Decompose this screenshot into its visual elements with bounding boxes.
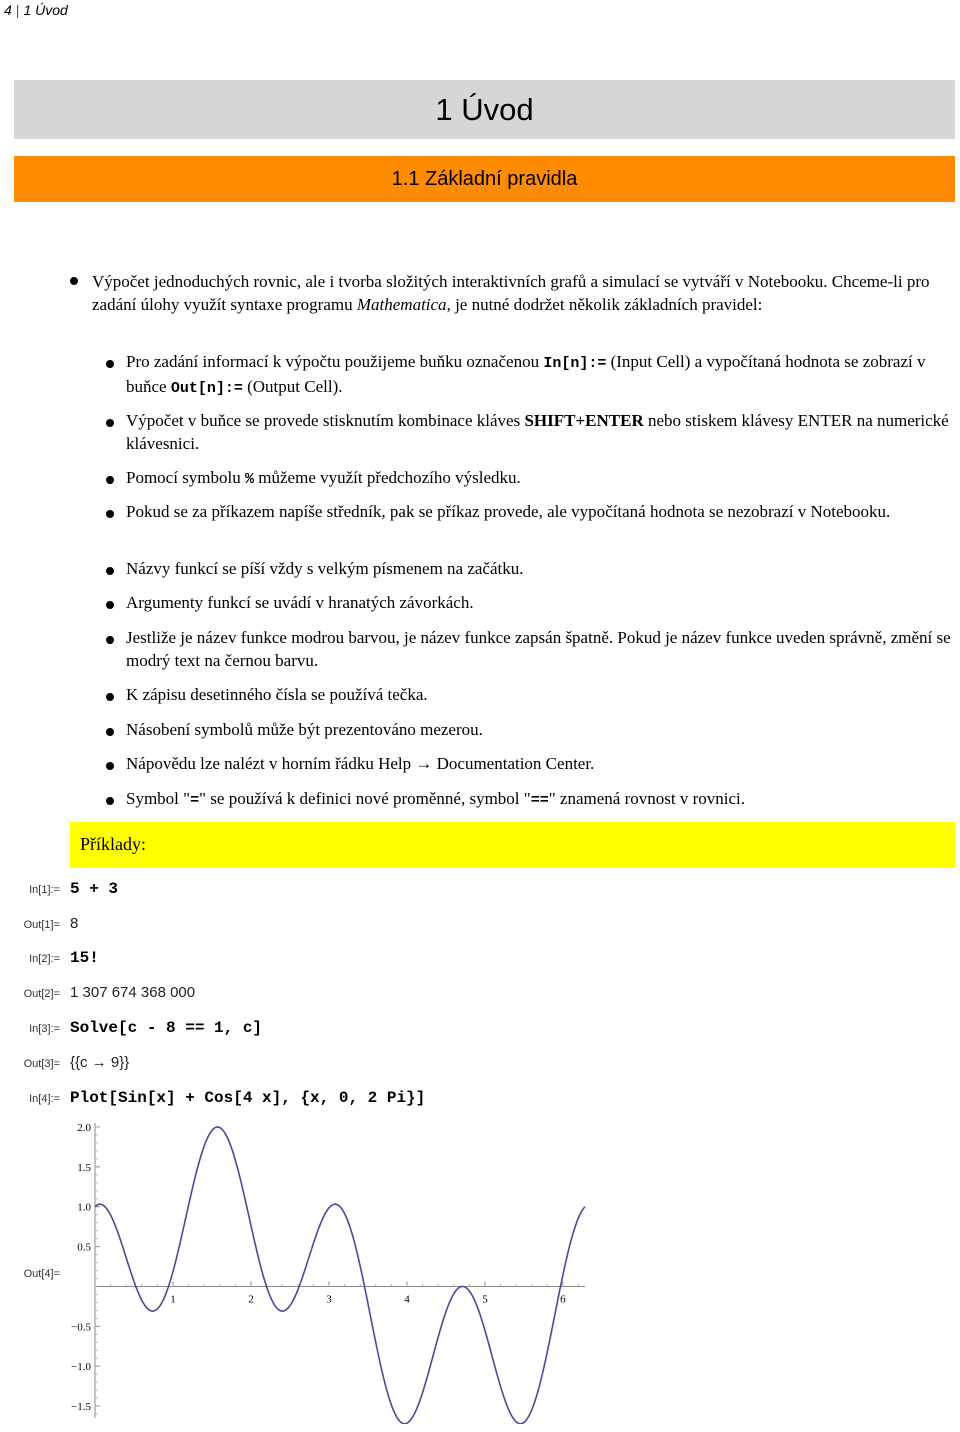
section-cell[interactable] (14, 156, 955, 202)
y-tick-label: 1.5 (77, 1161, 91, 1174)
rule-text: Documentation Center. (432, 754, 595, 773)
output-cell: {{c → 9}} (70, 1054, 130, 1071)
rule-text: Argumenty funkcí se uvádí v hranatých závorkách. (126, 593, 474, 612)
x-tick-label: 3 (326, 1293, 332, 1306)
output-cell: 1 307 674 368 000 (70, 984, 196, 1001)
rule-item (126, 466, 952, 491)
rule-text: Nápovědu lze nalézt v horním řádku Help (126, 754, 416, 773)
code-input-label: In[n]:= (543, 355, 607, 372)
bullet-icon (106, 762, 114, 770)
rule-text: Pokud se za příkazem napíše středník, pak se příkaz provede, ale vypočítaná hodnota se nezobrazí v Notebooku. (126, 502, 891, 521)
rule-item (126, 557, 952, 580)
y-tick-label: −1.5 (71, 1401, 91, 1414)
shortcut-text: SHIFT+ENTER (524, 411, 644, 430)
intro-text-1: Výpočet jednoduchých rovnic, ale i tvorba složitých interaktivních grafů a simulací se vytváří v Notebooku. (92, 272, 828, 291)
header-separator: | (15, 2, 20, 18)
rule-text: (Output Cell). (242, 377, 343, 396)
input-cell[interactable]: Solve[c - 8 == 1, c] (70, 1019, 263, 1037)
input-cell[interactable]: Plot[Sin[x] + Cos[4 x], {x, 0, 2 Pi}] (70, 1089, 426, 1107)
title-cell[interactable] (14, 80, 955, 139)
rule-item (126, 752, 952, 775)
x-tick-label: 6 (560, 1293, 566, 1306)
arrow-icon: → (415, 754, 433, 773)
bullet-icon (106, 601, 114, 609)
rule-item (126, 409, 952, 455)
rule-text: Pro zadání informací k výpočtu použijeme buňku označenou (126, 352, 544, 371)
rule-item (126, 683, 952, 706)
x-tick-label: 5 (482, 1293, 488, 1306)
rule-item (126, 350, 952, 400)
y-tick-label: 0.5 (77, 1241, 91, 1254)
running-head (4, 2, 68, 18)
input-cell[interactable]: 15! (70, 949, 99, 967)
rule-text: " znamená rovnost v rovnici. (548, 789, 745, 808)
examples-label: Příklady: (80, 834, 146, 854)
x-tick-label: 1 (170, 1293, 176, 1306)
input-label: In[3]:= (29, 1023, 60, 1035)
rule-text: Násobení symbolů může být prezentováno mezerou. (126, 720, 483, 739)
page-title: 1 Úvod (435, 91, 534, 127)
input-cell[interactable]: 5 + 3 (70, 880, 119, 898)
input-label: In[4]:= (29, 1093, 60, 1105)
y-tick-label: 2.0 (77, 1121, 91, 1134)
intro-app-name: Mathematica (356, 295, 447, 314)
rule-item (126, 787, 952, 812)
output-label: Out[1]= (23, 919, 60, 931)
rule-item (126, 500, 952, 523)
output-cell: 8 (70, 915, 79, 932)
input-label: In[1]:= (29, 884, 60, 896)
intro-text-2: Chceme-li pro zadání úlohy využít syntaxe programu (92, 272, 930, 314)
bullet-icon (106, 510, 114, 518)
bullet-icon (106, 476, 114, 484)
x-tick-label: 2 (248, 1293, 254, 1306)
bullet-icon (106, 636, 114, 644)
code-set: = (190, 792, 200, 809)
output-label: Out[2]= (23, 988, 60, 1000)
rule-text: Pomocí symbolu (126, 468, 246, 487)
rule-text: (Input Cell) a vypočítaná hodnota se zobrazí v buňce (126, 352, 926, 396)
y-tick-label: 1.0 (77, 1201, 91, 1214)
code-percent: % (245, 471, 255, 488)
plot-curve (95, 1127, 585, 1424)
rule-text: Názvy funkcí se píší vždy s velkým písmenem na začátku. (126, 559, 524, 578)
rule-text: můžeme využít předchozího výsledku. (254, 468, 521, 487)
rule-text: nebo stiskem klávesy ENTER na numerické klávesnici. (126, 411, 949, 453)
page-number: 4 (4, 2, 12, 18)
rule-item (126, 626, 952, 672)
section-title: 1.1 Základní pravidla (391, 167, 578, 190)
bullet-icon (106, 419, 114, 427)
rule-item (126, 591, 952, 614)
bullet-icon (106, 567, 114, 575)
intro-text-4: , je nutné dodržet několik základních pravidel: (446, 295, 763, 314)
output-label: Out[4]= (23, 1268, 60, 1280)
plot-ticks (71, 1122, 578, 1414)
rule-text: K zápisu desetinného čísla se používá tečka. (126, 685, 428, 704)
bullet-icon (106, 360, 114, 368)
y-tick-label: −0.5 (71, 1321, 91, 1334)
bullet-icon (70, 277, 78, 285)
intro-paragraph (92, 270, 952, 316)
examples-cell[interactable] (70, 822, 955, 868)
x-tick-label: 4 (404, 1293, 410, 1306)
output-label: Out[3]= (23, 1058, 60, 1070)
bullet-icon (106, 693, 114, 701)
rule-text: Jestliže je název funkce modrou barvou, je název funkce zapsán špatně. Pokud je název funkce uveden správně, změní se modrý text na černou barvu. (126, 628, 951, 670)
input-label: In[2]:= (29, 953, 60, 965)
code-output-label: Out[n]:= (170, 380, 243, 397)
bullet-icon (106, 797, 114, 805)
rule-text: Výpočet v buňce se provede stisknutím kombinace kláves (126, 411, 525, 430)
function-plot (60, 1118, 600, 1424)
y-tick-label: −1.0 (71, 1361, 91, 1374)
chapter-name: 1 Úvod (23, 2, 68, 18)
plot-axes (95, 1123, 585, 1418)
bullet-icon (106, 728, 114, 736)
rule-text: Symbol " (126, 789, 191, 808)
code-equal: == (530, 792, 549, 809)
rule-text: " se používá k definici nové proměnné, symbol " (199, 789, 531, 808)
rule-item (126, 718, 952, 741)
